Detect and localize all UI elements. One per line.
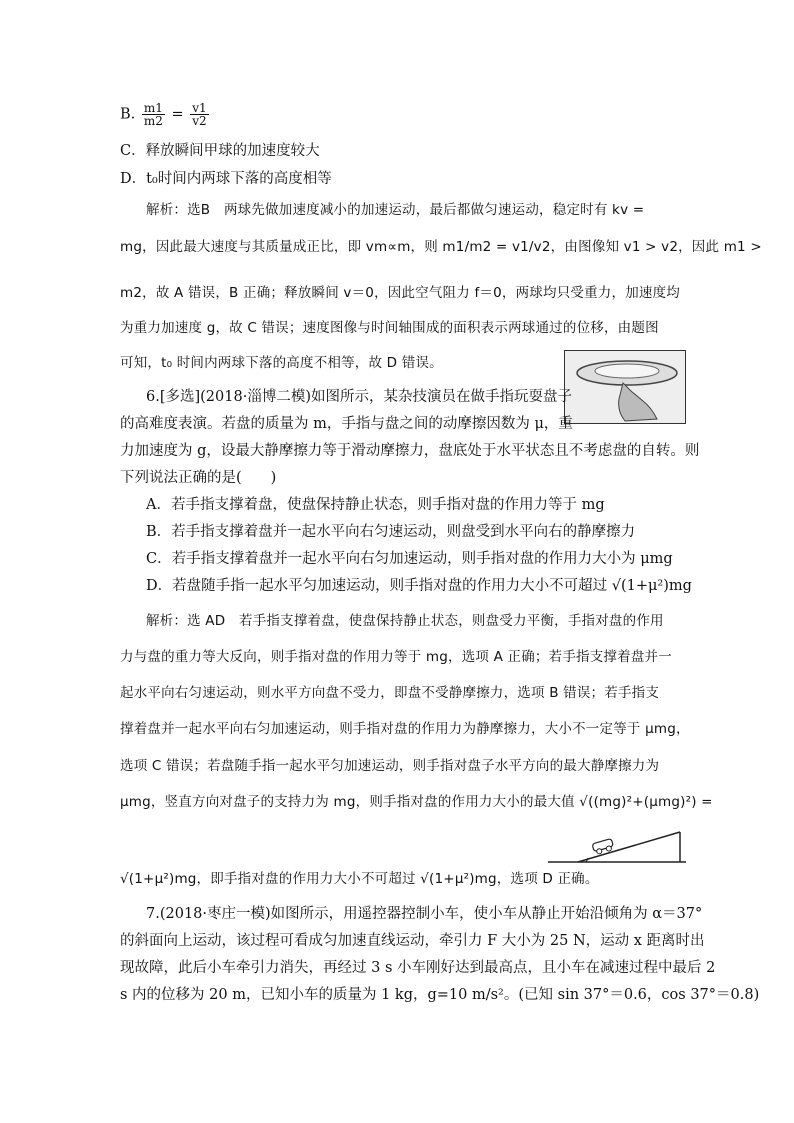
- question-6-option-a: A．若手指支撑着盘，使盘保持静止状态，则手指对盘的作用力等于 mg: [146, 497, 605, 513]
- explanation-5-line-2: mg，因此最大速度与其质量成正比，即 vm∝m，则 m1/m2 = v1/v2，由图像知 v1 > v2，因此 m1 >: [120, 239, 762, 255]
- question-6-line-3: 力加速度为 g，设最大静摩擦力等于滑动摩擦力，盘底处于水平状态且不考虑盘的自转。则: [120, 443, 700, 459]
- option-b: [120, 102, 211, 127]
- option-d: D．t₀时间内两球下落的高度相等: [120, 171, 332, 187]
- explanation-6-line-7: √(1+μ²)mg，即手指对盘的作用力大小不可超过 √(1+μ²)mg，选项 D 正确。: [120, 871, 599, 887]
- explanation-5-line-3: m2，故 A 错误，B 正确；释放瞬间 v＝0，因此空气阻力 f＝0，两球均只受重力，加速度均: [120, 285, 681, 301]
- explanation-5-line-4: 为重力加速度 g，故 C 错误；速度图像与时间轴围成的面积表示两球通过的位移，由题图: [120, 320, 659, 336]
- explanation-6-line-1: 解析：选 AD 若手指支撑着盘，使盘保持静止状态，则盘受力平衡，手指对盘的作用: [146, 613, 664, 629]
- question-6-line-1: 6.[多选](2018·淄博二模)如图所示，某杂技演员在做手指玩耍盘子: [146, 389, 572, 405]
- fraction-m: [142, 102, 165, 127]
- option-c: C．释放瞬间甲球的加速度较大: [120, 143, 320, 159]
- question-6-option-c: C．若手指支撑着盘并一起水平向右匀加速运动，则手指对盘的作用力大小为 μmg: [146, 551, 673, 567]
- fraction-v-num: v1: [192, 101, 207, 115]
- question-6-line-4: 下列说法正确的是( ): [120, 470, 277, 486]
- fraction-m-num: m1: [143, 101, 163, 115]
- question-6-option-d: D．若盘随手指一起水平匀加速运动，则手指对盘的作用力大小不可超过 √(1+μ²)mg: [146, 578, 692, 594]
- question-7-line-3: 现故障，此后小车牵引力消失，再经过 3 s 小车刚好达到最高点，且小车在减速过程中最后 2: [120, 960, 716, 976]
- question-7-line-2: 的斜面向上运动，该过程可看成匀加速直线运动，牵引力 F 大小为 25 N，运动 x 距离时出: [120, 933, 705, 949]
- question-6-option-b: B．若手指支撑着盘并一起水平向右匀速运动，则盘受到水平向右的静摩擦力: [146, 524, 636, 540]
- equals-sign: =: [171, 106, 184, 123]
- explanation-5-line-1: 解析：选B 两球先做加速度减小的加速运动，最后都做匀速运动，稳定时有 kv =: [146, 202, 645, 218]
- explanation-6-line-5: 选项 C 错误；若盘随手指一起水平匀加速运动，则手指对盘子水平方向的最大静摩擦力为: [120, 758, 660, 774]
- explanation-6-line-4: 撑着盘并一起水平向右匀加速运动，则手指对盘的作用力为静摩擦力，大小不一定等于 μmg，: [120, 721, 690, 737]
- fraction-v: [190, 102, 208, 127]
- explanation-5-line-5: 可知，t₀ 时间内两球下落的高度不相等，故 D 错误。: [120, 355, 443, 371]
- fraction-v-den: v2: [192, 114, 207, 128]
- explanation-6-line-6: μmg，竖直方向对盘子的支持力为 mg，则手指对盘的作用力大小的最大值 √((mg)²+(μmg)²) =: [120, 794, 713, 810]
- question-6-line-2: 的高难度表演。若盘的质量为 m，手指与盘之间的动摩擦因数为 μ，重: [120, 416, 573, 432]
- option-b-prefix: B.: [120, 106, 136, 123]
- question-7-line-1: 7.(2018·枣庄一模)如图所示，用遥控器控制小车，使小车从静止开始沿倾角为 α＝37°: [146, 906, 703, 922]
- question-7-line-4: s 内的位移为 20 m，已知小车的质量为 1 kg，g=10 m/s²。(已知 sin 37°＝0.6，cos 37°＝0.8): [120, 987, 760, 1003]
- explanation-6-line-3: 起水平向右匀速运动，则水平方向盘不受力，即盘不受静摩擦力，选项 B 错误；若手指支: [120, 685, 660, 701]
- hand-plate-figure: [564, 350, 686, 424]
- fraction-m-den: m2: [143, 114, 163, 128]
- explanation-6-line-2: 力与盘的重力等大反向，则手指对盘的作用力等于 mg，选项 A 正确；若手指支撑着盘并一: [120, 649, 672, 665]
- incline-car-figure: [548, 828, 688, 866]
